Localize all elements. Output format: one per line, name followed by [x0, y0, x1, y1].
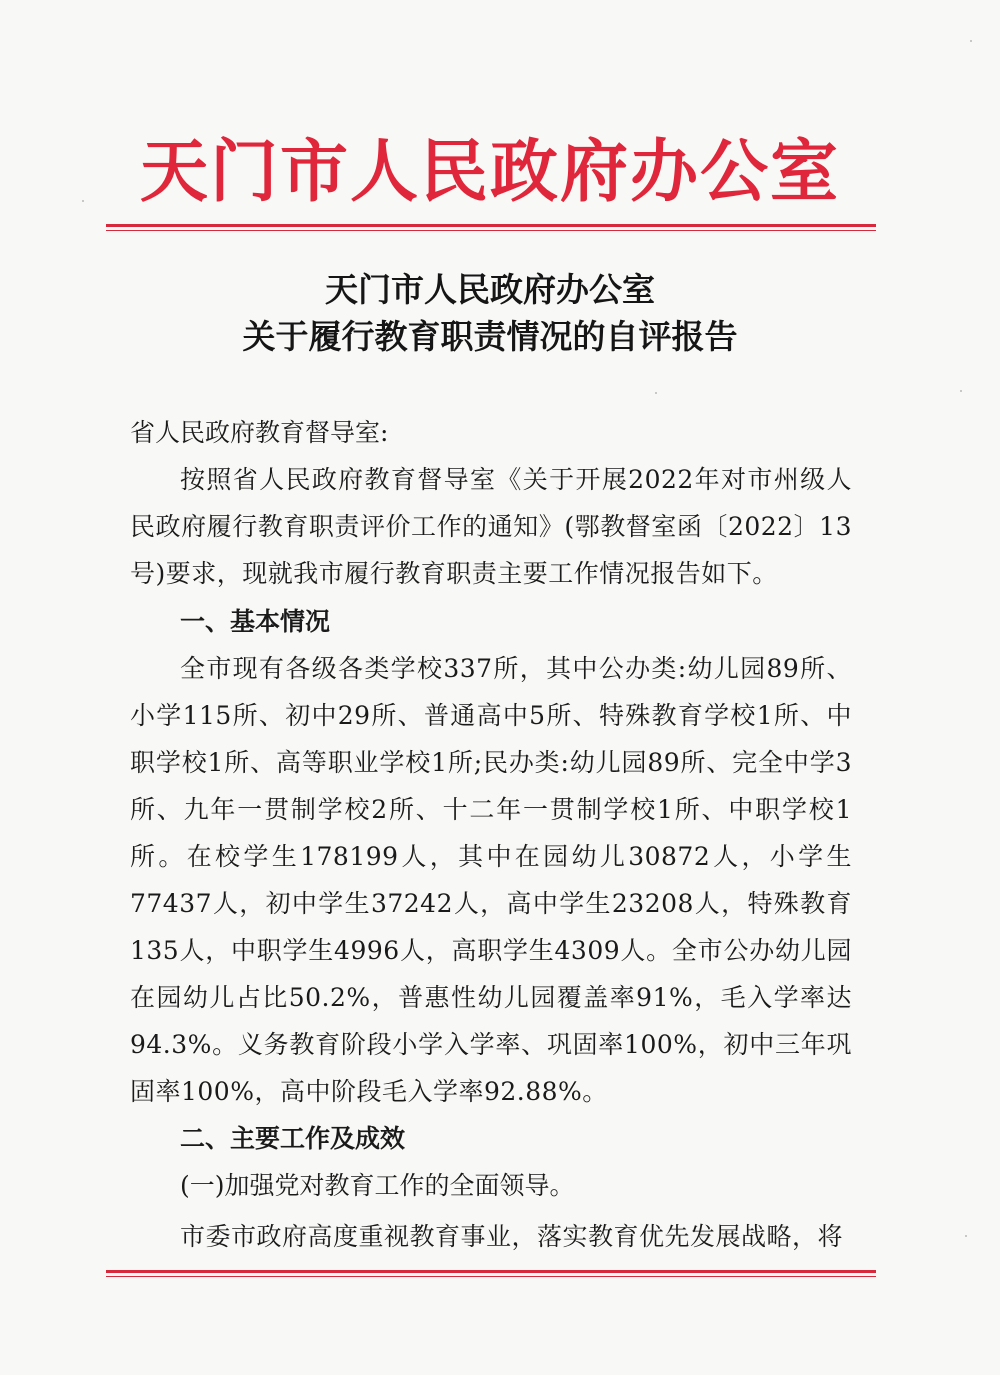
- section-heading-basic-situation: 一、基本情况: [180, 607, 331, 636]
- scan-speck: [970, 40, 972, 42]
- section-heading-main-work: 二、主要工作及成效: [180, 1124, 406, 1153]
- salutation: 省人民政府教育督导室:: [130, 418, 389, 447]
- scan-speck: [965, 1235, 967, 1237]
- letterhead-rule: [106, 224, 876, 231]
- body-paragraph-continued: 市委市政府高度重视教育事业，落实教育优先发展战略，将: [180, 1222, 844, 1251]
- subsection-heading-party-leadership: (一)加强党对教育工作的全面领导。: [180, 1171, 575, 1200]
- footer-rule: [106, 1270, 876, 1277]
- document-title-line-1: 天门市人民政府办公室: [325, 270, 655, 309]
- body-paragraph-intro: 按照省人民政府教育督导室《关于开展2022年对市州级人民政府履行教育职责评价工作的通知》(鄂教督室函〔2022〕13号)要求，现就我市履行教育职责主要工作情况报告如下。: [130, 465, 852, 588]
- body-paragraph-statistics: 全市现有各级各类学校337所，其中公办类:幼儿园89所、小学115所、初中29所、普通高中5所、特殊教育学校1所、中职学校1所、高等职业学校1所;民办类:幼儿园89所、完全中学3所、九年一贯制学校2所、十二年一贯制学校1所、中职学校1所。在校学生178199人，其中在园幼儿30872人，小学生77437人，初中学生37242人，高中学生23208人，特殊教育135人，中职学生4996人，高职学生4309人。全市公办幼儿园在园幼儿占比50.2%，普惠性幼儿园覆盖率91%，毛入学率达94.3%。义务教育阶段小学入学率、巩固率100%，初中三年巩固率100%，高中阶段毛入学率92.88%。: [130, 654, 852, 1106]
- scan-speck: [82, 200, 84, 202]
- scan-speck: [960, 390, 962, 392]
- rule-thin: [106, 1276, 876, 1277]
- document-title-line-2: 关于履行教育职责情况的自评报告: [242, 317, 738, 356]
- scan-speck: [655, 392, 657, 394]
- rule-thin: [106, 230, 876, 231]
- letterhead-title: 天门市人民政府办公室: [139, 132, 840, 212]
